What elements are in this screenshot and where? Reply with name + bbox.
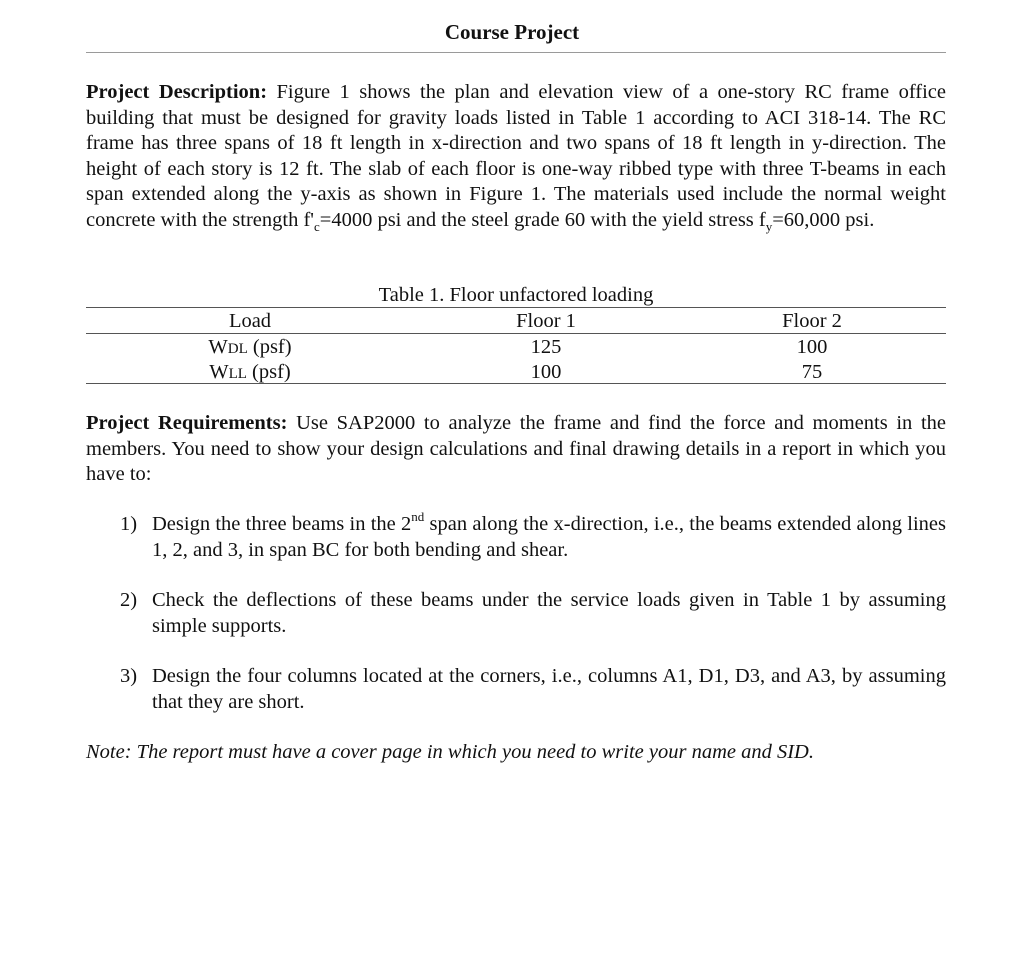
item1-superscript: nd bbox=[411, 509, 425, 525]
table-header-rule bbox=[86, 333, 946, 334]
list-item-text: Design the four columns located at the corners, i.e., columns A1, D1, D3, and A3, by assuming that they are short. bbox=[152, 665, 946, 713]
project-requirements-label: Project Requirements: bbox=[86, 412, 288, 434]
table-top-rule bbox=[86, 307, 946, 308]
fy-subscript: y bbox=[765, 218, 773, 234]
project-description-label: Project Description: bbox=[86, 81, 268, 103]
list-item-text bbox=[152, 509, 947, 563]
list-item-number: 2) bbox=[120, 589, 138, 611]
table-header-load: Load bbox=[228, 310, 272, 332]
report-note: Note: The report must have a cover page in which you need to write your name and SID. bbox=[86, 741, 814, 763]
table-cell-wdl-floor2: 100 bbox=[796, 336, 828, 358]
table-cell-wll-floor2: 75 bbox=[801, 361, 823, 383]
project-description-paragraph bbox=[86, 80, 946, 233]
description-text-b: =4000 psi and the steel grade 60 with the yield stress f bbox=[319, 208, 766, 231]
list-item-number: 1) bbox=[120, 513, 138, 535]
table-cell-wll-floor1: 100 bbox=[530, 361, 562, 383]
table-caption: Table 1. Floor unfactored loading bbox=[378, 284, 654, 306]
wdl-subscript: DL bbox=[227, 341, 248, 357]
page-title: Course Project bbox=[444, 20, 580, 44]
table-row-wll-label bbox=[150, 360, 350, 386]
wll-unit: (psf) bbox=[246, 361, 291, 383]
table-cell-wdl-floor1: 125 bbox=[530, 336, 562, 358]
requirements-text: Use SAP2000 to analyze the frame and find the force and moments in the members. You need to show your design calculations and final drawing details in a report in which you have to: bbox=[86, 412, 946, 485]
project-requirements-paragraph bbox=[86, 411, 946, 488]
table-header-floor2: Floor 2 bbox=[782, 310, 842, 332]
item1-text-b: span along the x-direction, i.e., the beams extended along lines 1, 2, and 3, in span BC for both bending and shear. bbox=[152, 513, 947, 561]
description-text-c: =60,000 psi. bbox=[772, 208, 875, 231]
fc-subscript: c bbox=[313, 218, 320, 234]
title-divider bbox=[86, 52, 946, 53]
wdl-unit: (psf) bbox=[247, 336, 292, 358]
wll-symbol: W bbox=[209, 361, 229, 383]
list-item-text: Check the deflections of these beams under the service loads given in Table 1 by assuming simple supports. bbox=[152, 589, 946, 637]
list-item-number: 3) bbox=[120, 665, 138, 687]
wll-subscript: LL bbox=[228, 366, 247, 382]
wdl-symbol: W bbox=[208, 336, 228, 358]
item1-text-a: Design the three beams in the 2 bbox=[152, 513, 412, 535]
table-row-wdl-label bbox=[150, 335, 350, 361]
description-text-a: Figure 1 shows the plan and elevation view of a one-story RC frame office building that must be designed for gravity loads listed in Table 1 according to ACI 318-14. The RC frame has three spans of 18 ft length in x-direction and two spans of 18 ft length in y-direction. The height of each story is 12 ft. The slab of each floor is one-way ribbed type with three T-beams in each span extended along the y-axis as shown in Figure 1. The materials used include the normal weight concrete with the strength f' bbox=[86, 81, 947, 231]
table-header-floor1: Floor 1 bbox=[516, 310, 576, 332]
